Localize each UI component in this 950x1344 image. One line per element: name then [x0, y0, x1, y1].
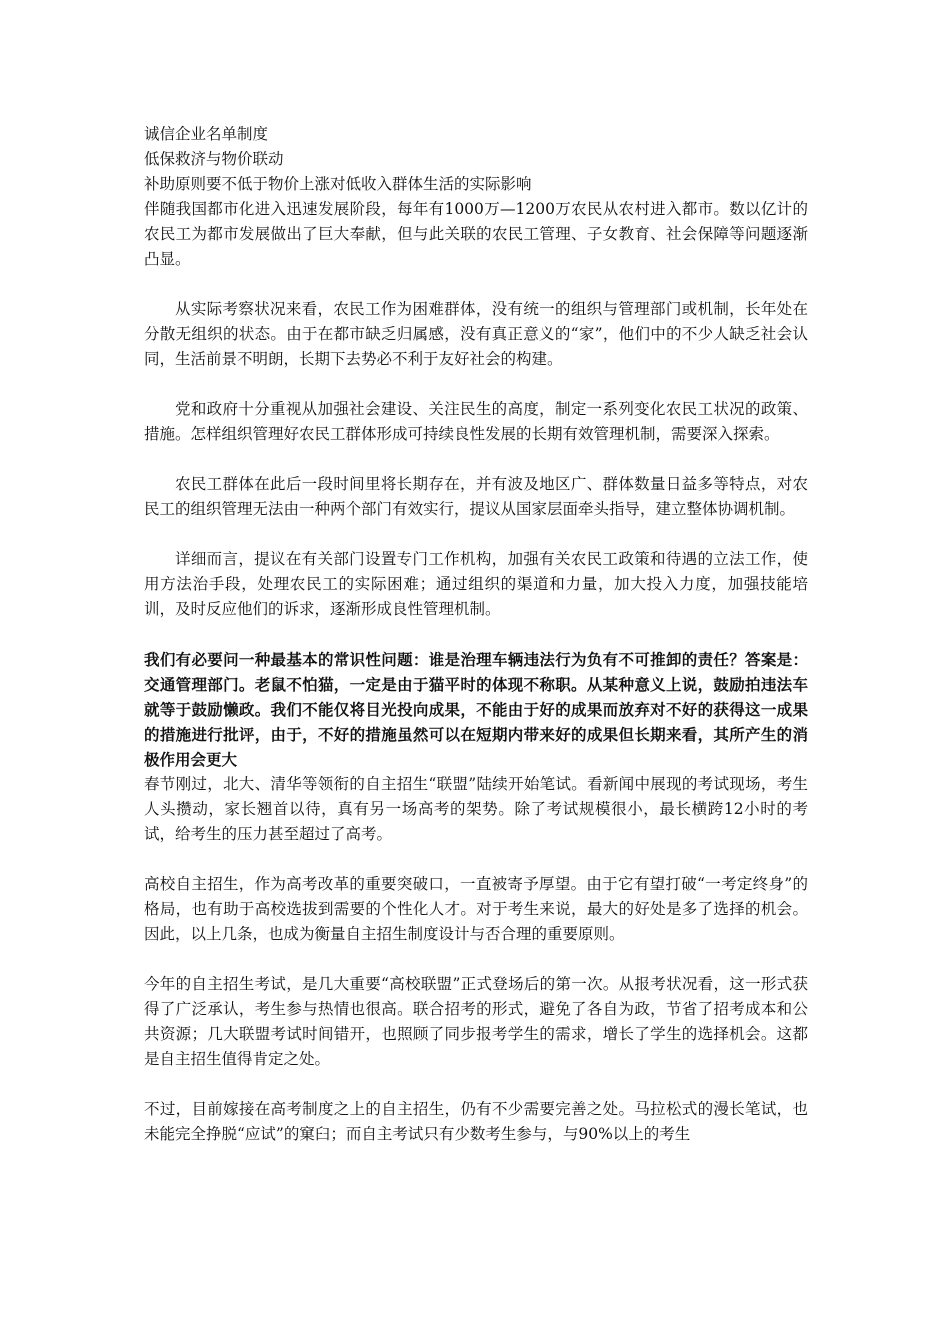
paragraph-spacer [144, 447, 808, 472]
heading-subsistence-price-link: 低保救济与物价联动 [144, 150, 284, 168]
paragraph-specific-proposals: 详细而言，提议在有关部门设置专门工作机构，加强有关农民工政策和待遇的立法工作，使用方法治手段，处理农民工的实际困难；通过组织的渠道和力量，加大投入力度，加强技能培训，及时反应他们的诉求，逐渐形成良性管理机制。 [144, 550, 808, 618]
paragraph-field-survey: 从实际考察状况来看，农民工作为困难群体，没有统一的组织与管理部门或机制，长年处在分散无组织的状态。由于在都市缺乏归属感，没有真正意义的“家”，他们中的不少人缺乏社会认同，生活前景不明朗，长期下去势必不利于友好社会的构建。 [144, 300, 808, 368]
paragraph-spacer [144, 272, 808, 297]
paragraph-spacer [144, 622, 808, 647]
paragraph-spacer [144, 847, 808, 872]
paragraph-government-policy: 党和政府十分重视从加强社会建设、关注民生的高度，制定一系列变化农民工状况的政策、措施。怎样组织管理好农民工群体形成可持续良性发展的长期有效管理机制，需要深入探索。 [144, 400, 808, 443]
paragraph-independent-admission-exam: 春节刚过，北大、清华等领衔的自主招生“联盟”陆续开始笔试。看新闻中展现的考试现场，考生人头攒动，家长翘首以待，真有另一场高考的架势。除了考试规模很小，最长横跨12小时的考试，给考生的压力甚至超过了高考。 [144, 775, 808, 843]
heading-credit-list: 诚信企业名单制度 [144, 125, 269, 143]
paragraph-coordination-mechanism: 农民工群体在此后一段时间里将长期存在，并有波及地区广、群体数量日益多等特点，对农民工的组织管理无法由一种两个部门有效实行，提议从国家层面牵头指导，建立整体协调机制。 [144, 475, 808, 518]
paragraph-traffic-management-bold: 我们有必要问一种最基本的常识性问题：谁是治理车辆违法行为负有不可推卸的责任？答案是：交通管理部门。老鼠不怕猫，一定是由于猫平时的体现不称职。从某种意义上说，鼓励拍违法车就等于鼓励懒政。我们不能仅将目光投向成果，不能由于好的成果而放弃对不好的获得这一成果的措施进行批评，由于，不好的措施虽然可以在短期内带来好的成果但长期来看，其所产生的消极作用会更大 [144, 650, 808, 769]
paragraph-spacer [144, 947, 808, 972]
heading-subsidy-principle: 补助原则要不低于物价上涨对低收入群体生活的实际影响 [144, 175, 532, 193]
paragraph-improvement-needed: 不过，目前嫁接在高考制度之上的自主招生，仍有不少需要完善之处。马拉松式的漫长笔试，也未能完全挣脱“应试”的窠臼；而自主考试只有少数考生参与，与90%以上的考生 [144, 1100, 808, 1143]
paragraph-university-alliance: 今年的自主招生考试，是几大重要“高校联盟”正式登场后的第一次。从报考状况看，这一形式获得了广泛承认，考生参与热情也很高。联合招考的形式，避免了各自为政，节省了招考成本和公共资源；几大联盟考试时间错开，也照顾了同步报考学生的需求，增长了学生的选择机会。这都是自主招生值得肯定之处。 [144, 975, 808, 1068]
paragraph-spacer [144, 522, 808, 547]
paragraph-urbanization: 伴随我国都市化进入迅速发展阶段，每年有1000万—1200万农民从农村进入都市。数以亿计的农民工为都市发展做出了巨大奉献，但与此关联的农民工管理、子女教育、社会保障等问题逐渐凸显。 [144, 200, 808, 268]
document-page [144, 122, 808, 1147]
paragraph-spacer [144, 372, 808, 397]
paragraph-admission-reform: 高校自主招生，作为高考改革的重要突破口，一直被寄予厚望。由于它有望打破“一考定终身”的格局，也有助于高校选拔到需要的个性化人才。对于考生来说，最大的好处是多了选择的机会。因此，以上几条，也成为衡量自主招生制度设计与否合理的重要原则。 [144, 875, 808, 943]
paragraph-spacer [144, 1072, 808, 1097]
